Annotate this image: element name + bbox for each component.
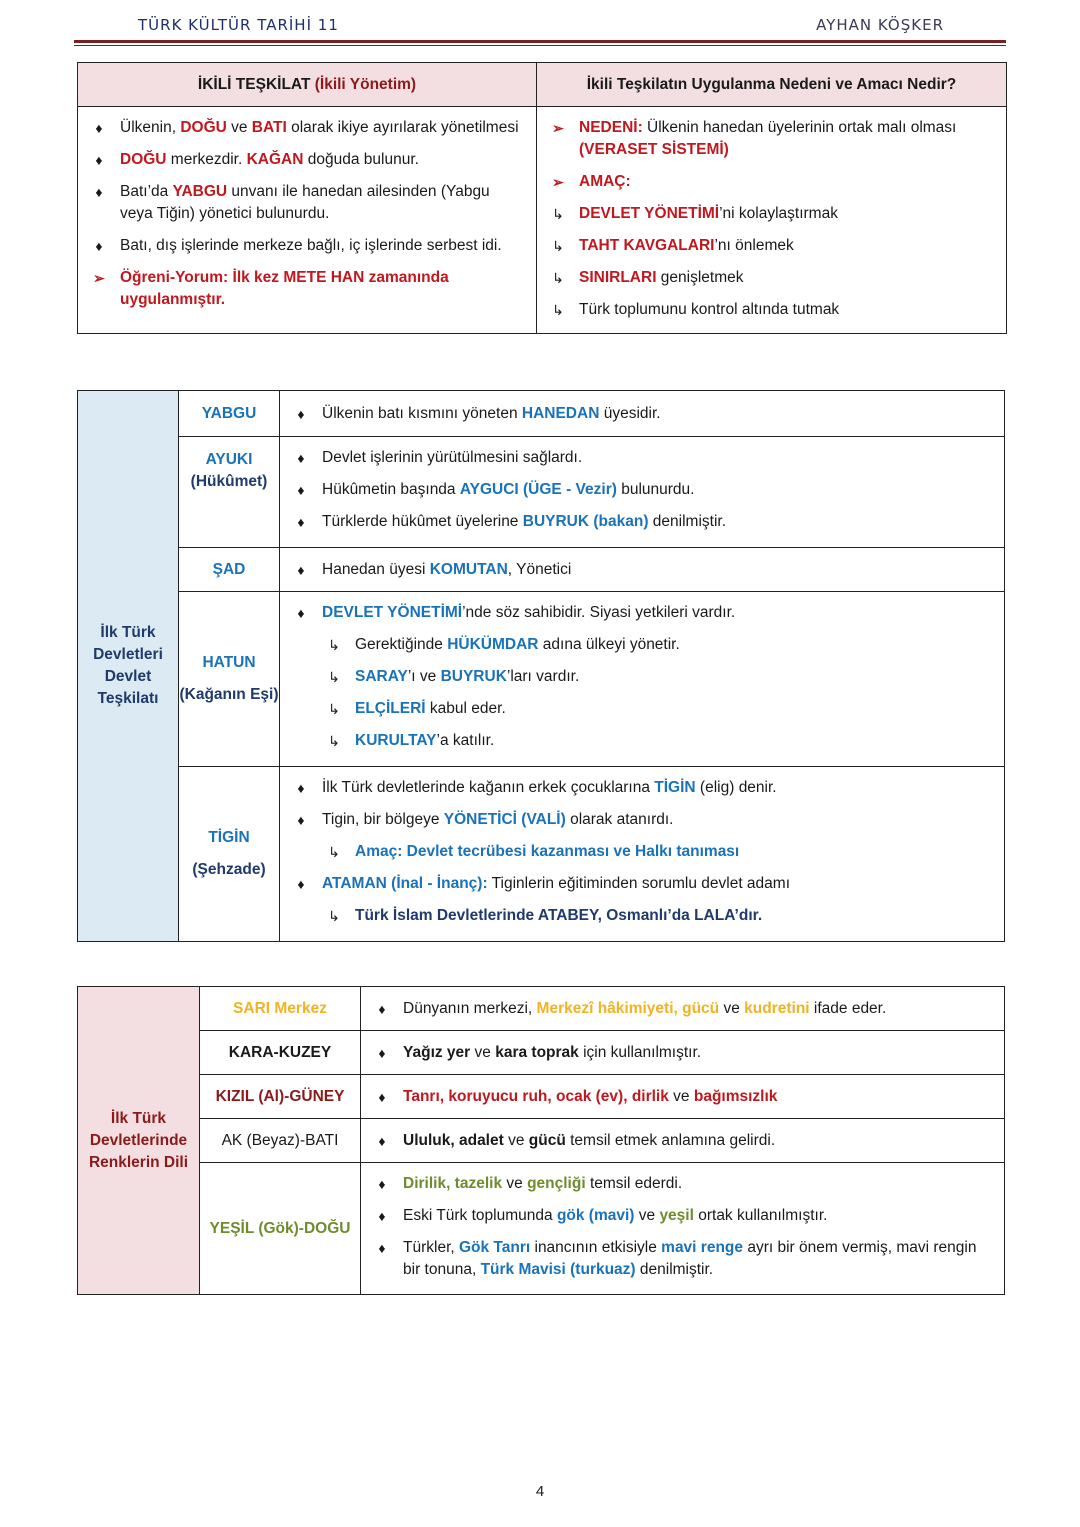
list-item: ↳ Gerektiğinde HÜKÜMDAR adına ülkeyi yönetir. <box>280 634 1004 656</box>
row-content-kara <box>361 1031 1005 1075</box>
list-item: ♦ Türklerde hükûmet üyelerine BUYRUK (bakan) denilmiştir. <box>280 511 1004 533</box>
list-item: ↳ ELÇİLERİ kabul eder. <box>280 698 1004 720</box>
row-label-kizil: KIZIL (Al)-GÜNEY <box>200 1075 361 1119</box>
header-title: TÜRK KÜLTÜR TARİHİ 11 <box>138 16 339 34</box>
ikili-teskilat-table <box>77 62 1007 334</box>
list-item: ♦ Hükûmetin başında AYGUCI (ÜGE - Vezir) bulunurdu. <box>280 479 1004 501</box>
list-item: ♦ Batı, dış işlerinde merkeze bağlı, iç işlerinde serbest idi. <box>78 235 536 257</box>
list-item: ➢ NEDENİ: Ülkenin hanedan üyelerinin ortak malı olması (VERASET SİSTEMİ) <box>537 117 1006 161</box>
list-item: ↳ SINIRLARI genişletmek <box>537 267 1006 289</box>
diamond-bullet-icon: ♦ <box>297 405 305 422</box>
list-item: ♦ Dünyanın merkezi, Merkezî hâkimiyeti, gücü ve kudretini ifade eder. <box>361 998 1004 1020</box>
table1-right-cell <box>537 107 1007 334</box>
table1-left-cell <box>78 107 537 334</box>
list-item: ↳ KURULTAY’a katılır. <box>280 730 1004 752</box>
list-item: ♦ Tigin, bir bölgeye YÖNETİCİ (VALİ) olarak atanırdı. <box>280 809 1004 831</box>
row-content-tigin <box>280 767 1005 942</box>
table1-head-right: İkili Teşkilatın Uygulanma Nedeni ve Amacı Nedir? <box>537 63 1007 107</box>
row-label-ayuki: AYUKI (Hükûmet) <box>179 437 280 548</box>
hook-arrow-icon: ↳ <box>552 302 564 318</box>
row-label-ak: AK (Beyaz)-BATI <box>200 1119 361 1163</box>
row-content-yesil <box>361 1163 1005 1295</box>
header-rule <box>74 40 1006 43</box>
list-item: ♦ DEVLET YÖNETİMİ’nde söz sahibidir. Siyasi yetkileri vardır. <box>280 602 1004 624</box>
diamond-bullet-icon: ♦ <box>95 152 103 168</box>
list-item: ➢ AMAÇ: <box>537 171 1006 193</box>
devlet-teskilati-table <box>77 390 1005 942</box>
row-label-sad: ŞAD <box>179 548 280 592</box>
list-item: ↳ Amaç: Devlet tecrübesi kazanması ve Halkı tanıması <box>280 841 1004 863</box>
row-content-ayuki <box>280 437 1005 548</box>
arrow-bullet-icon: ➢ <box>552 174 564 190</box>
hook-arrow-icon: ↳ <box>552 206 564 222</box>
list-item: ♦ Türkler, Gök Tanrı inancının etkisiyle mavi renge ayrı bir önem vermiş, mavi rengin bir tonuna, Türk Mavisi (turkuaz) denilmiştir. <box>361 1237 1004 1281</box>
arrow-bullet-icon: ➢ <box>93 270 105 286</box>
hook-arrow-icon: ↳ <box>328 637 340 653</box>
list-item: ↳ Türk toplumunu kontrol altında tutmak <box>537 299 1006 321</box>
diamond-bullet-icon: ♦ <box>95 184 103 200</box>
diamond-bullet-icon: ♦ <box>378 1044 386 1061</box>
list-item: ♦ Hanedan üyesi KOMUTAN, Yönetici <box>280 559 1004 581</box>
hook-arrow-icon: ↳ <box>328 701 340 717</box>
hook-arrow-icon: ↳ <box>328 733 340 749</box>
list-item: ♦ Ülkenin, DOĞU ve BATI olarak ikiye ayırılarak yönetilmesi <box>78 117 536 139</box>
list-item: ♦ Batı’da YABGU unvanı ile hanedan ailesinden (Yabgu veya Tiğin) yönetici bulunurdu. <box>78 181 536 225</box>
hook-arrow-icon: ↳ <box>328 844 340 860</box>
header-rule-thin <box>74 45 1006 46</box>
row-content-sad <box>280 548 1005 592</box>
header-author: AYHAN KÖŞKER <box>816 16 944 34</box>
row-content-sari <box>361 987 1005 1031</box>
list-item: ♦ Eski Türk toplumunda gök (mavi) ve yeşil ortak kullanılmıştır. <box>361 1205 1004 1227</box>
row-label-sari: SARI Merkez <box>200 987 361 1031</box>
diamond-bullet-icon: ♦ <box>297 812 305 828</box>
diamond-bullet-icon: ♦ <box>297 780 305 796</box>
list-item: ♦ Devlet işlerinin yürütülmesini sağlardı. <box>280 447 1004 469</box>
diamond-bullet-icon: ♦ <box>95 120 103 136</box>
hook-arrow-icon: ↳ <box>328 669 340 685</box>
row-label-yesil: YEŞİL (Gök)-DOĞU <box>200 1163 361 1295</box>
table1-head-left: İKİLİ TEŞKİLAT (İkili Yönetim) <box>78 63 537 107</box>
list-item: ↳ SARAY’ı ve BUYRUK’ları vardır. <box>280 666 1004 688</box>
diamond-bullet-icon: ♦ <box>297 482 305 498</box>
row-label-hatun: HATUN (Kağanın Eşi) <box>179 592 280 767</box>
row-content-yabgu <box>280 391 1005 437</box>
diamond-bullet-icon: ♦ <box>378 1240 386 1256</box>
hook-arrow-icon: ↳ <box>328 908 340 924</box>
diamond-bullet-icon: ♦ <box>378 1132 386 1149</box>
list-item: ♦ Dirilik, tazelik ve gençliği temsil ederdi. <box>361 1173 1004 1195</box>
row-label-tigin: TİGİN (Şehzade) <box>179 767 280 942</box>
page-number: 4 <box>535 1483 545 1500</box>
list-item: ♦ İlk Türk devletlerinde kağanın erkek çocuklarına TİGİN (elig) denir. <box>280 777 1004 799</box>
hook-arrow-icon: ↳ <box>552 270 564 286</box>
hook-arrow-icon: ↳ <box>552 238 564 254</box>
diamond-bullet-icon: ♦ <box>297 605 305 621</box>
diamond-bullet-icon: ♦ <box>378 1208 386 1224</box>
diamond-bullet-icon: ♦ <box>378 1176 386 1192</box>
list-item: ♦ Ülkenin batı kısmını yöneten HANEDAN üyesidir. <box>280 403 1004 425</box>
row-label-kara: KARA-KUZEY <box>200 1031 361 1075</box>
list-item: ♦ Tanrı, koruyucu ruh, ocak (ev), dirlik ve bağımsızlık <box>361 1086 1004 1108</box>
row-content-ak <box>361 1119 1005 1163</box>
list-item: ♦ DOĞU merkezdir. KAĞAN doğuda bulunur. <box>78 149 536 171</box>
diamond-bullet-icon: ♦ <box>378 1088 386 1105</box>
row-content-hatun <box>280 592 1005 767</box>
list-item: ➢ Öğreni-Yorum: İlk kez METE HAN zamanında uygulanmıştır. <box>78 267 536 311</box>
diamond-bullet-icon: ♦ <box>297 450 305 466</box>
row-label-yabgu: YABGU <box>179 391 280 437</box>
arrow-bullet-icon: ➢ <box>552 120 564 136</box>
diamond-bullet-icon: ♦ <box>378 1000 386 1017</box>
list-item: ♦ ATAMAN (İnal - İnanç): Tiginlerin eğitiminden sorumlu devlet adamı <box>280 873 1004 895</box>
diamond-bullet-icon: ♦ <box>297 514 305 530</box>
list-item: ↳ Türk İslam Devletlerinde ATABEY, Osmanlı’da LALA’dır. <box>280 905 1004 927</box>
table3-side-label: İlk Türk Devletlerinde Renklerin Dili <box>78 987 200 1295</box>
list-item: ♦ Ululuk, adalet ve gücü temsil etmek anlamına gelirdi. <box>361 1130 1004 1152</box>
row-content-kizil <box>361 1075 1005 1119</box>
table2-side-label: İlk Türk Devletleri Devlet Teşkilatı <box>78 391 179 942</box>
renklerin-dili-table <box>77 986 1005 1295</box>
list-item: ♦ Yağız yer ve kara toprak için kullanılmıştır. <box>361 1042 1004 1064</box>
diamond-bullet-icon: ♦ <box>95 238 103 254</box>
diamond-bullet-icon: ♦ <box>297 561 305 578</box>
list-item: ↳ TAHT KAVGALARI’nı önlemek <box>537 235 1006 257</box>
diamond-bullet-icon: ♦ <box>297 876 305 892</box>
list-item: ↳ DEVLET YÖNETİMİ’ni kolaylaştırmak <box>537 203 1006 225</box>
